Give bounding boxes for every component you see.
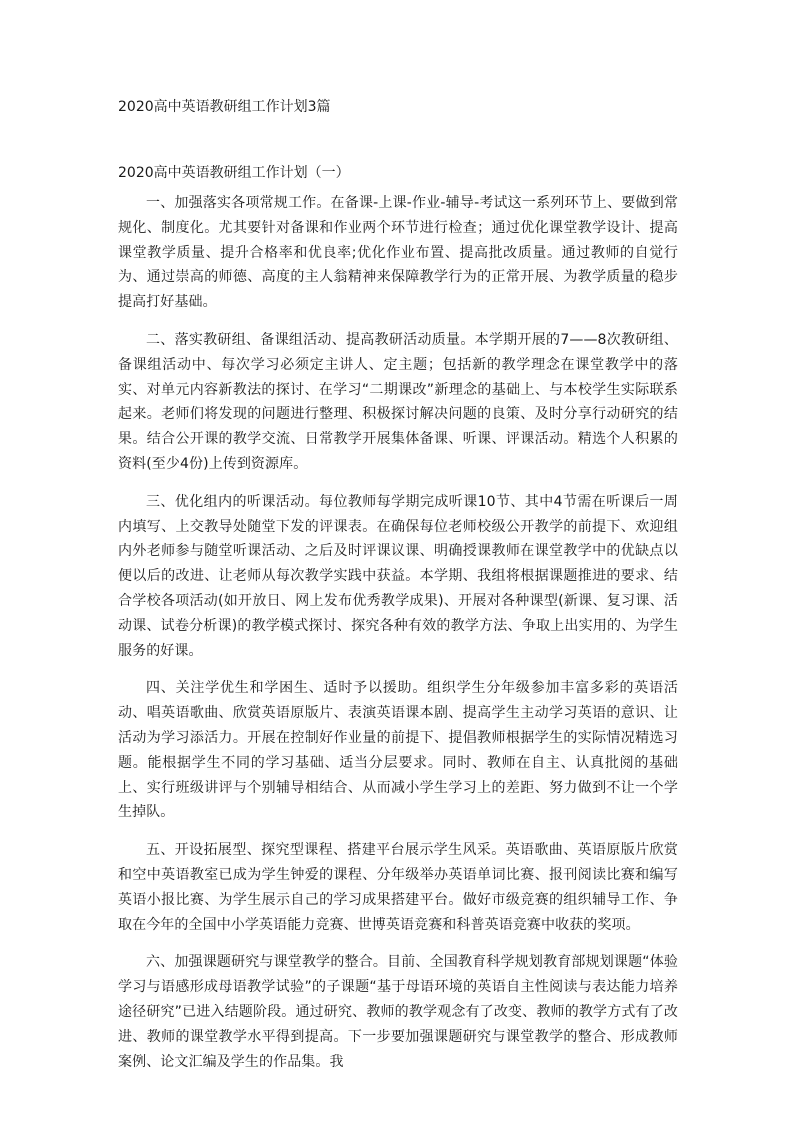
paragraph-5: 五、开设拓展型、探究型课程、搭建平台展示学生风采。英语歌曲、英语原版片欣赏和空中英语教室已成为学生钟爱的课程、分年级举办英语单词比赛、报刊阅读比赛和编写英语小报比赛、为学生展示自己的学习成果搭建平台。做好市级竞赛的组织辅导工作、争取在今年的全国中小学英语能力竞赛、世博英语竞赛和科普英语竞赛中收获的奖项。 [118,842,678,933]
paragraph-2: 二、落实教研组、备课组活动、提高教研活动质量。本学期开展的7——8次教研组、备课组活动中、每次学习必须定主讲人、定主题；包括新的教学理念在课堂教学中的落实、对单元内容新教法的探讨、在学习“二期课改”新理念的基础上、与本校学生实际联系起来。老师们将发现的问题进行整理、积极探讨解决问题的良策、及时分享行动研究的结果。结合公开课的教学交流、日常教学开展集体备课、听课、评课活动。精选个人积累的资料(至少4份)上传到资源库。 [118,331,678,472]
paragraph-1: 一、加强落实各项常规工作。在备课-上课-作业-辅导-考试这一系列环节上、要做到常规化、制度化。尤其要针对备课和作业两个环节进行检查；通过优化课堂教学设计、提高课堂教学质量、提升合格率和优良率;优化作业布置、提高批改质量。通过教师的自觉行为、通过崇高的师德、高度的主人翁精神来保障教学行为的正常开展、为教学质量的稳步提高打好基础。 [118,195,678,311]
paragraph-4: 四、关注学优生和学困生、适时予以援助。组织学生分年级参加丰富多彩的英语活动、唱英语歌曲、欣赏英语原版片、表演英语课本剧、提高学生主动学习英语的意识、让活动为学习添活力。开展在控制好作业量的前提下、提倡教师根据学生的实际情况精选习题。能根据学生不同的学习基础、适当分层要求。同时、教师在自主、认真批阅的基础上、实行班级讲评与个别辅导相结合、从而减小学生学习上的差距、努力做到不让一个学生掉队。 [118,680,678,821]
document-body [118,191,678,1087]
section-title: 2020高中英语教研组工作计划（一） [118,165,350,181]
paragraph-6: 六、加强课题研究与课堂教学的整合。目前、全国教育科学规划教育部规划课题“体验学习与语感形成母语教学试验”的子课题“基于母语环境的英语自主性阅读与表达能力培养途径研究”已进入结题阶段。通过研究、教师的教学观念有了改变、教师的教学方式有了改进、教师的课堂教学水平得到提高。下一步要加强课题研究与课堂教学的整合、形成教师案例、论文汇编及学生的作品集。我 [118,954,678,1070]
paragraph-3: 三、优化组内的听课活动。每位教师每学期完成听课10节、其中4节需在听课后一周内填写、上交教导处随堂下发的评课表。在确保每位老师校级公开教学的前提下、欢迎组内外老师参与随堂听课活动、之后及时评课议课、明确授课教师在课堂教学中的优缺点以便以后的改进、让老师从每次教学实践中获益。本学期、我组将根据课题推进的要求、结合学校各项活动(如开放日、网上发布优秀教学成果)、开展对各种课型(新课、复习课、活动课、试卷分析课)的教学模式探讨、探究各种有效的教学方法、争取上出实用的、为学生服务的好课。 [118,493,678,659]
document-title: 2020高中英语教研组工作计划3篇 [118,99,331,115]
